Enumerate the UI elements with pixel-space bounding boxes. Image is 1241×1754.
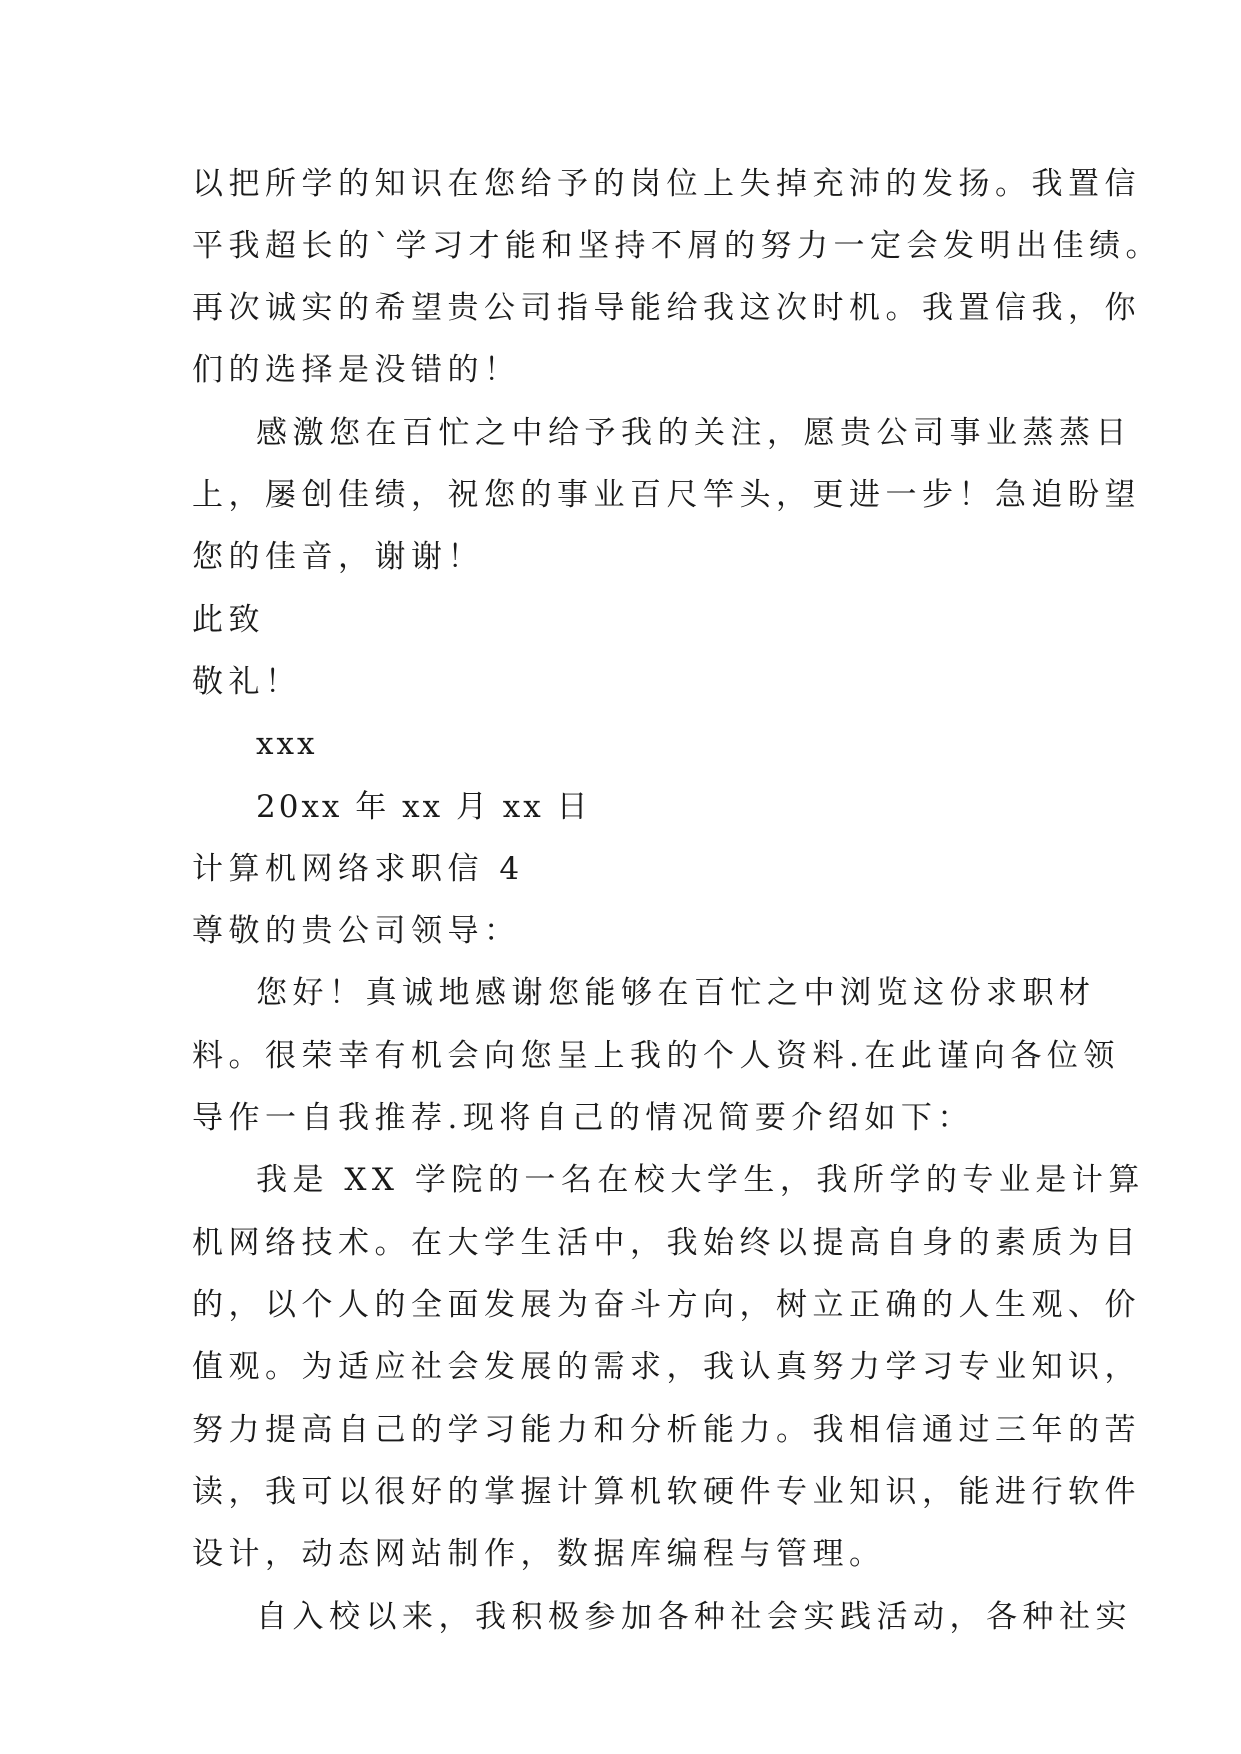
text-line: 努力提高自己的学习能力和分析能力。我相信通过三年的苦 xyxy=(192,1412,1141,1448)
paragraph-first-line: 感激您在百忙之中给予我的关注，愿贵公司事业蒸蒸日 xyxy=(256,415,1132,451)
text-line: 值观。为适应社会发展的需求，我认真努力学习专业知识， xyxy=(192,1349,1141,1385)
text-line: 读，我可以很好的掌握计算机软硬件专业知识，能进行软件 xyxy=(192,1474,1141,1510)
section-heading: 计算机网络求职信 4 xyxy=(192,851,525,887)
text-line: 料。很荣幸有机会向您呈上我的个人资料.在此谨向各位领 xyxy=(192,1038,1120,1074)
text-line: 们的选择是没错的！ xyxy=(192,352,521,388)
text-line: 机网络技术。在大学生活中，我始终以提高自身的素质为目 xyxy=(192,1225,1141,1261)
greeting: 尊敬的贵公司领导： xyxy=(192,913,521,949)
text-line: 的，以个人的全面发展为奋斗方向，树立正确的人生观、价 xyxy=(192,1287,1141,1323)
paragraph-first-line: 自入校以来，我积极参加各种社会实践活动，各种社实 xyxy=(256,1599,1132,1635)
text-line: 平我超长的`学习才能和坚持不屑的努力一定会发明出佳绩。 xyxy=(192,228,1162,264)
text-line: 导作一自我推荐.现将自己的情况简要介绍如下： xyxy=(192,1100,974,1136)
paragraph-first-line: 我是 XX 学院的一名在校大学生，我所学的专业是计算 xyxy=(256,1162,1145,1198)
text-line: 设计，动态网站制作，数据库编程与管理。 xyxy=(192,1536,886,1572)
paragraph-first-line: 您好！真诚地感谢您能够在百忙之中浏览这份求职材 xyxy=(256,975,1096,1011)
closing-salutation: 此致 xyxy=(192,602,265,638)
signature-date: 20xx 年 xx 月 xx 日 xyxy=(256,789,591,825)
signature-name: xxx xyxy=(256,726,318,762)
text-line: 上，屡创佳绩，祝您的事业百尺竿头，更进一步！急迫盼望 xyxy=(192,477,1141,513)
text-line: 您的佳音，谢谢！ xyxy=(192,539,484,575)
text-line: 以把所学的知识在您给予的岗位上失掉充沛的发扬。我置信 xyxy=(192,166,1141,202)
text-line: 再次诚实的希望贵公司指导能给我这次时机。我置信我，你 xyxy=(192,290,1141,326)
closing-regards: 敬礼！ xyxy=(192,664,302,700)
